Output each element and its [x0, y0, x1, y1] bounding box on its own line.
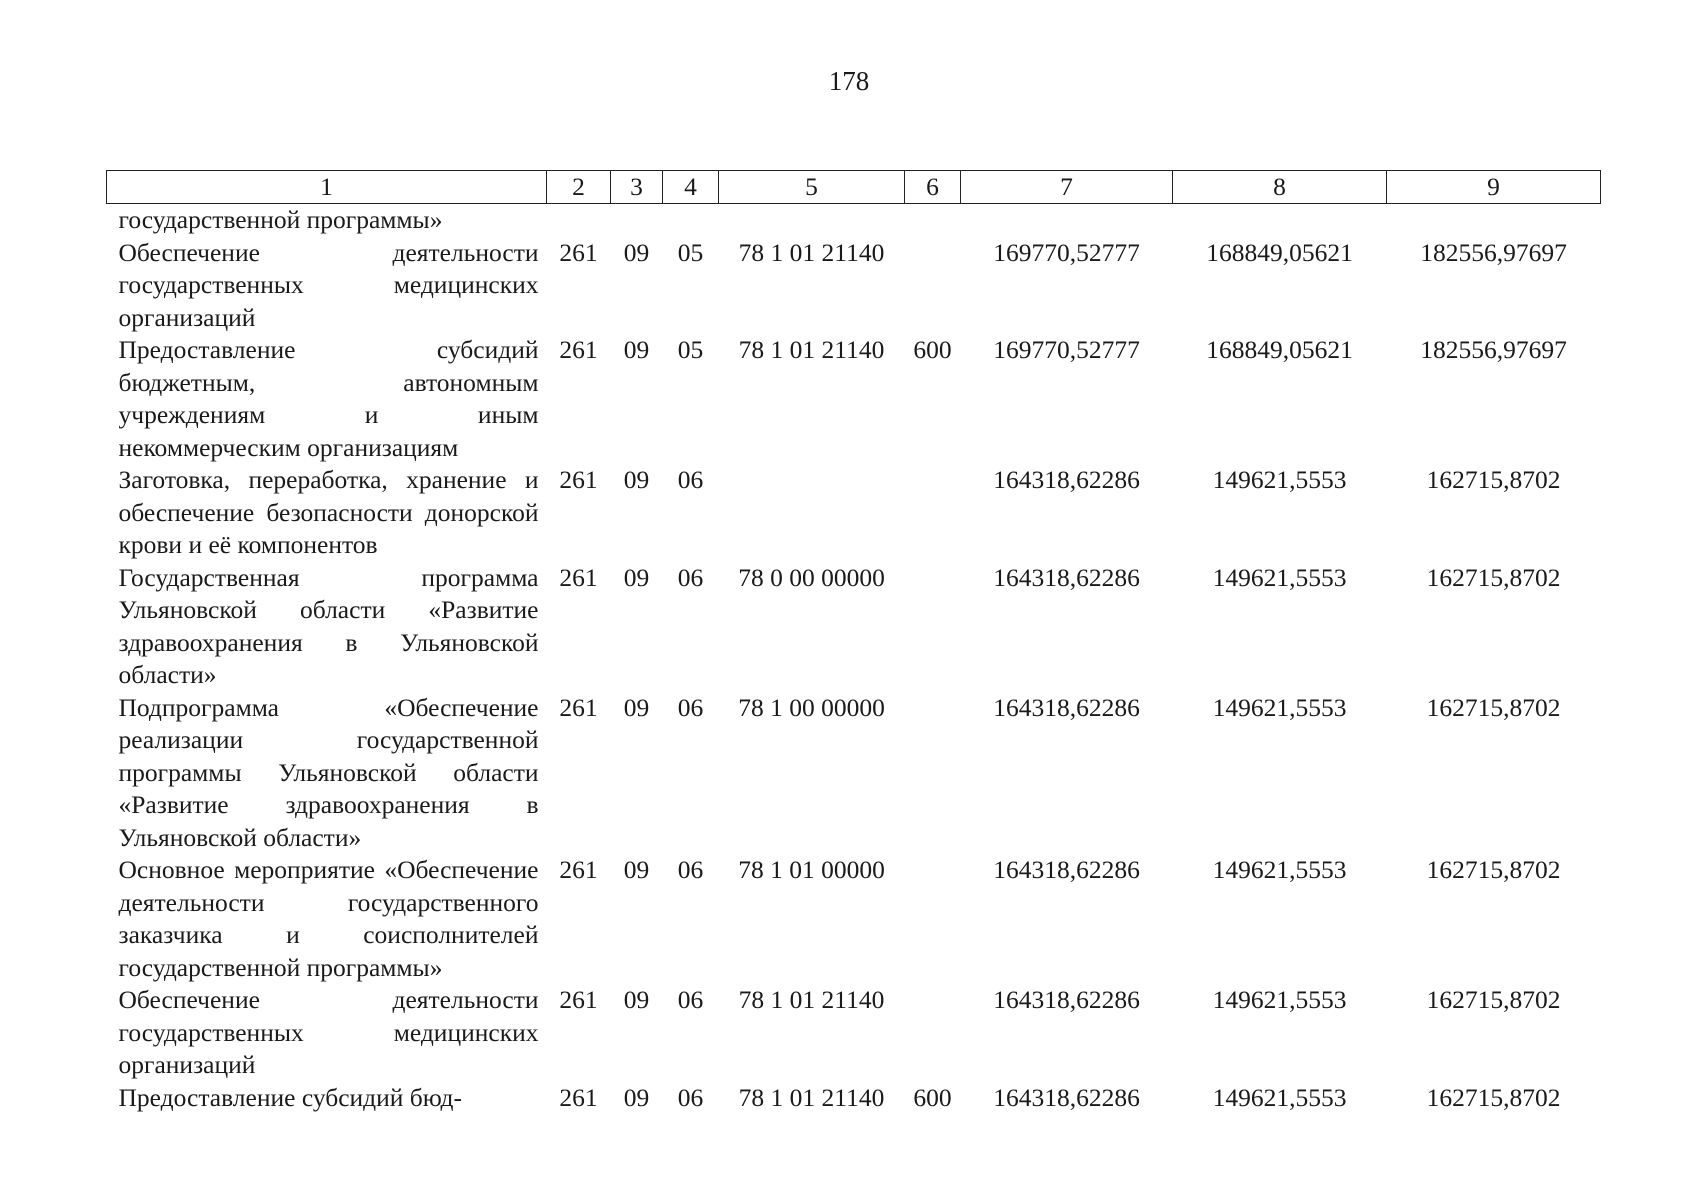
row-section: 09: [623, 562, 650, 592]
row-name: Предоставление субсидий бюджетным, автономным учреждениям и иным некоммерческим организациям: [118, 335, 539, 462]
row-amount-9: 162715,8702: [1426, 562, 1561, 592]
row-subsection: 06: [677, 692, 704, 722]
row-subsection: 05: [677, 237, 704, 267]
row-amount-7: 164318,62286: [993, 692, 1140, 722]
row-amount-7: 164318,62286: [993, 1082, 1140, 1112]
column-header-3: 3: [611, 171, 663, 204]
row-subsection: 06: [677, 562, 704, 592]
table-row: [107, 692, 1601, 855]
column-header-5: 5: [719, 171, 905, 204]
column-header-8: 8: [1173, 171, 1387, 204]
row-name: государственной программы»: [118, 205, 443, 234]
row-target-article: 78 1 01 21140: [738, 1082, 885, 1112]
row-target-article: [719, 464, 905, 562]
row-amount-7: 164318,62286: [993, 855, 1140, 884]
row-amount-7: 169770,52777: [993, 335, 1140, 364]
row-ministry: 261: [559, 335, 598, 364]
row-name: Предоставление субсидий бюд-: [118, 1082, 463, 1112]
row-name: Подпрограмма «Обеспечение реализации государственной программы Ульяновской области «Развитие здравоохранения в Ульяновской области»: [118, 692, 539, 852]
row-target-article: 78 1 01 00000: [738, 855, 885, 884]
row-section: 09: [623, 985, 650, 1014]
budget-table: [106, 170, 1601, 1114]
row-amount-9: 162715,8702: [1426, 465, 1561, 494]
column-header-9: 9: [1387, 171, 1601, 204]
row-target-article: 78 1 01 21140: [738, 335, 885, 364]
row-expense-type: [905, 464, 961, 562]
row-amount-9: 182556,97697: [1420, 335, 1567, 364]
page-number: 178: [828, 66, 870, 96]
row-amount-8: 149621,5553: [1212, 465, 1347, 494]
row-amount-8: 149621,5553: [1212, 562, 1347, 592]
row-name: Обеспечение деятельности государственных медицинских организаций: [118, 237, 539, 332]
row-amount-9: [1387, 204, 1601, 237]
row-section: 09: [623, 465, 650, 494]
table-row: [107, 464, 1601, 562]
row-expense-type: [905, 204, 961, 237]
table-row: [107, 562, 1601, 692]
row-amount-8: 149621,5553: [1212, 855, 1347, 884]
row-target-article: 78 1 01 21140: [738, 237, 885, 267]
row-name: Основное мероприятие «Обеспечение деятельности государственного заказчика и соисполнителей государственной программы»: [118, 855, 539, 982]
row-subsection: 06: [677, 1082, 704, 1112]
row-amount-8: 168849,05621: [1206, 335, 1353, 364]
column-header-6: 6: [905, 171, 961, 204]
row-subsection: 05: [677, 335, 704, 364]
row-target-article: 78 0 00 00000: [738, 562, 885, 592]
row-amount-7: [961, 204, 1173, 237]
row-target-article: [719, 204, 905, 237]
table-row: [107, 204, 1601, 237]
table-row: [107, 1082, 1601, 1115]
row-ministry: 261: [559, 855, 598, 884]
column-header-2: 2: [547, 171, 611, 204]
row-expense-type: [905, 854, 961, 984]
table-row: [107, 334, 1601, 464]
row-amount-7: 164318,62286: [993, 465, 1140, 494]
row-subsection: [663, 204, 719, 237]
row-section: [611, 204, 663, 237]
row-section: 09: [623, 237, 650, 267]
table-row: [107, 237, 1601, 335]
row-ministry: 261: [559, 692, 598, 722]
row-section: 09: [623, 335, 650, 364]
row-name: Государственная программа Ульяновской области «Развитие здравоохранения в Ульяновской области»: [118, 562, 539, 689]
table-row: [107, 984, 1601, 1082]
row-amount-7: 164318,62286: [993, 562, 1140, 592]
column-header-7: 7: [961, 171, 1173, 204]
row-expense-type: [905, 562, 961, 692]
row-ministry: 261: [559, 985, 598, 1014]
row-ministry: 261: [559, 237, 598, 267]
row-ministry: 261: [559, 465, 598, 494]
row-target-article: 78 1 01 21140: [738, 985, 885, 1014]
row-amount-9: 162715,8702: [1426, 1082, 1561, 1112]
row-amount-8: 149621,5553: [1212, 985, 1347, 1014]
row-amount-8: [1173, 204, 1387, 237]
row-ministry: 261: [559, 1082, 598, 1112]
row-amount-9: 182556,97697: [1420, 237, 1567, 267]
row-expense-type: [905, 692, 961, 855]
row-expense-type: [905, 984, 961, 1082]
row-expense-type: 600: [913, 335, 952, 364]
header-row: [107, 171, 1601, 204]
row-subsection: 06: [677, 985, 704, 1014]
row-ministry: [547, 204, 611, 237]
row-name: Заготовка, переработка, хранение и обеспечение безопасности донорской крови и её компонентов: [118, 465, 539, 559]
row-amount-8: 149621,5553: [1212, 1082, 1347, 1112]
column-header-4: 4: [663, 171, 719, 204]
row-amount-7: 169770,52777: [993, 237, 1140, 267]
row-subsection: 06: [677, 465, 704, 494]
row-amount-9: 162715,8702: [1426, 692, 1561, 722]
row-amount-8: 149621,5553: [1212, 692, 1347, 722]
row-subsection: 06: [677, 855, 704, 884]
table-row: [107, 854, 1601, 984]
row-target-article: 78 1 00 00000: [738, 692, 885, 722]
row-amount-7: 164318,62286: [993, 985, 1140, 1014]
row-section: 09: [623, 692, 650, 722]
row-amount-8: 168849,05621: [1206, 237, 1353, 267]
row-expense-type: [905, 237, 961, 335]
row-amount-9: 162715,8702: [1426, 855, 1561, 884]
column-header-1: 1: [107, 171, 547, 204]
row-section: 09: [623, 855, 650, 884]
row-amount-9: 162715,8702: [1426, 985, 1561, 1014]
row-name: Обеспечение деятельности государственных медицинских организаций: [118, 985, 539, 1079]
row-ministry: 261: [559, 562, 598, 592]
row-expense-type: 600: [913, 1082, 952, 1112]
row-section: 09: [623, 1082, 650, 1112]
